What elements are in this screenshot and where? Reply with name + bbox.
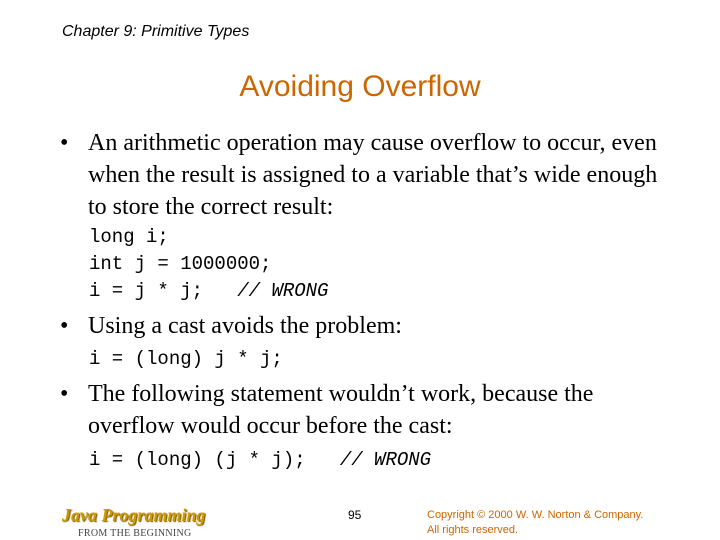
code-text: int j = 1000000; xyxy=(89,253,272,275)
code-line xyxy=(89,278,328,305)
bullet-item xyxy=(60,310,670,342)
copyright-line: Copyright © 2000 W. W. Norton & Company. xyxy=(427,509,644,521)
code-comment: // WRONG xyxy=(237,280,329,302)
slide-title xyxy=(0,70,720,104)
code-text: long i; xyxy=(89,226,169,248)
bullet-icon: • xyxy=(60,313,69,339)
code-line xyxy=(89,447,431,474)
code-comment: // WRONG xyxy=(339,449,432,471)
book-subtitle: FROM THE BEGINNING xyxy=(78,528,192,539)
code-block xyxy=(89,224,328,305)
code-text: i = (long) j * j; xyxy=(89,348,283,370)
page-number: 95 xyxy=(348,508,362,522)
bullet-text: Using a cast avoids the problem: xyxy=(88,313,402,339)
bullet-text: An arithmetic operation may cause overflow to occur, even when the result is assigned to a variable that’s wide enough to store the correct result: xyxy=(88,130,658,220)
code-line xyxy=(89,346,283,373)
bullet-icon: • xyxy=(60,381,69,407)
code-text: i = (long) (j * j); xyxy=(89,449,340,471)
code-line xyxy=(89,224,328,251)
bullet-item xyxy=(60,378,670,442)
code-block xyxy=(89,447,431,474)
code-line xyxy=(89,251,328,278)
book-title-logo: Java Programming xyxy=(62,505,206,525)
copyright-notice xyxy=(427,508,643,538)
code-text: i = j * j; xyxy=(89,280,238,302)
code-block xyxy=(89,346,283,373)
slide-title-text: Avoiding Overflow xyxy=(239,70,481,103)
bullet-item xyxy=(60,127,670,223)
copyright-line: All rights reserved. xyxy=(427,524,519,536)
bullet-icon: • xyxy=(60,130,69,156)
bullet-text: The following statement wouldn’t work, because the overflow would occur before the cast: xyxy=(88,381,594,439)
chapter-header: Chapter 9: Primitive Types xyxy=(62,23,250,40)
